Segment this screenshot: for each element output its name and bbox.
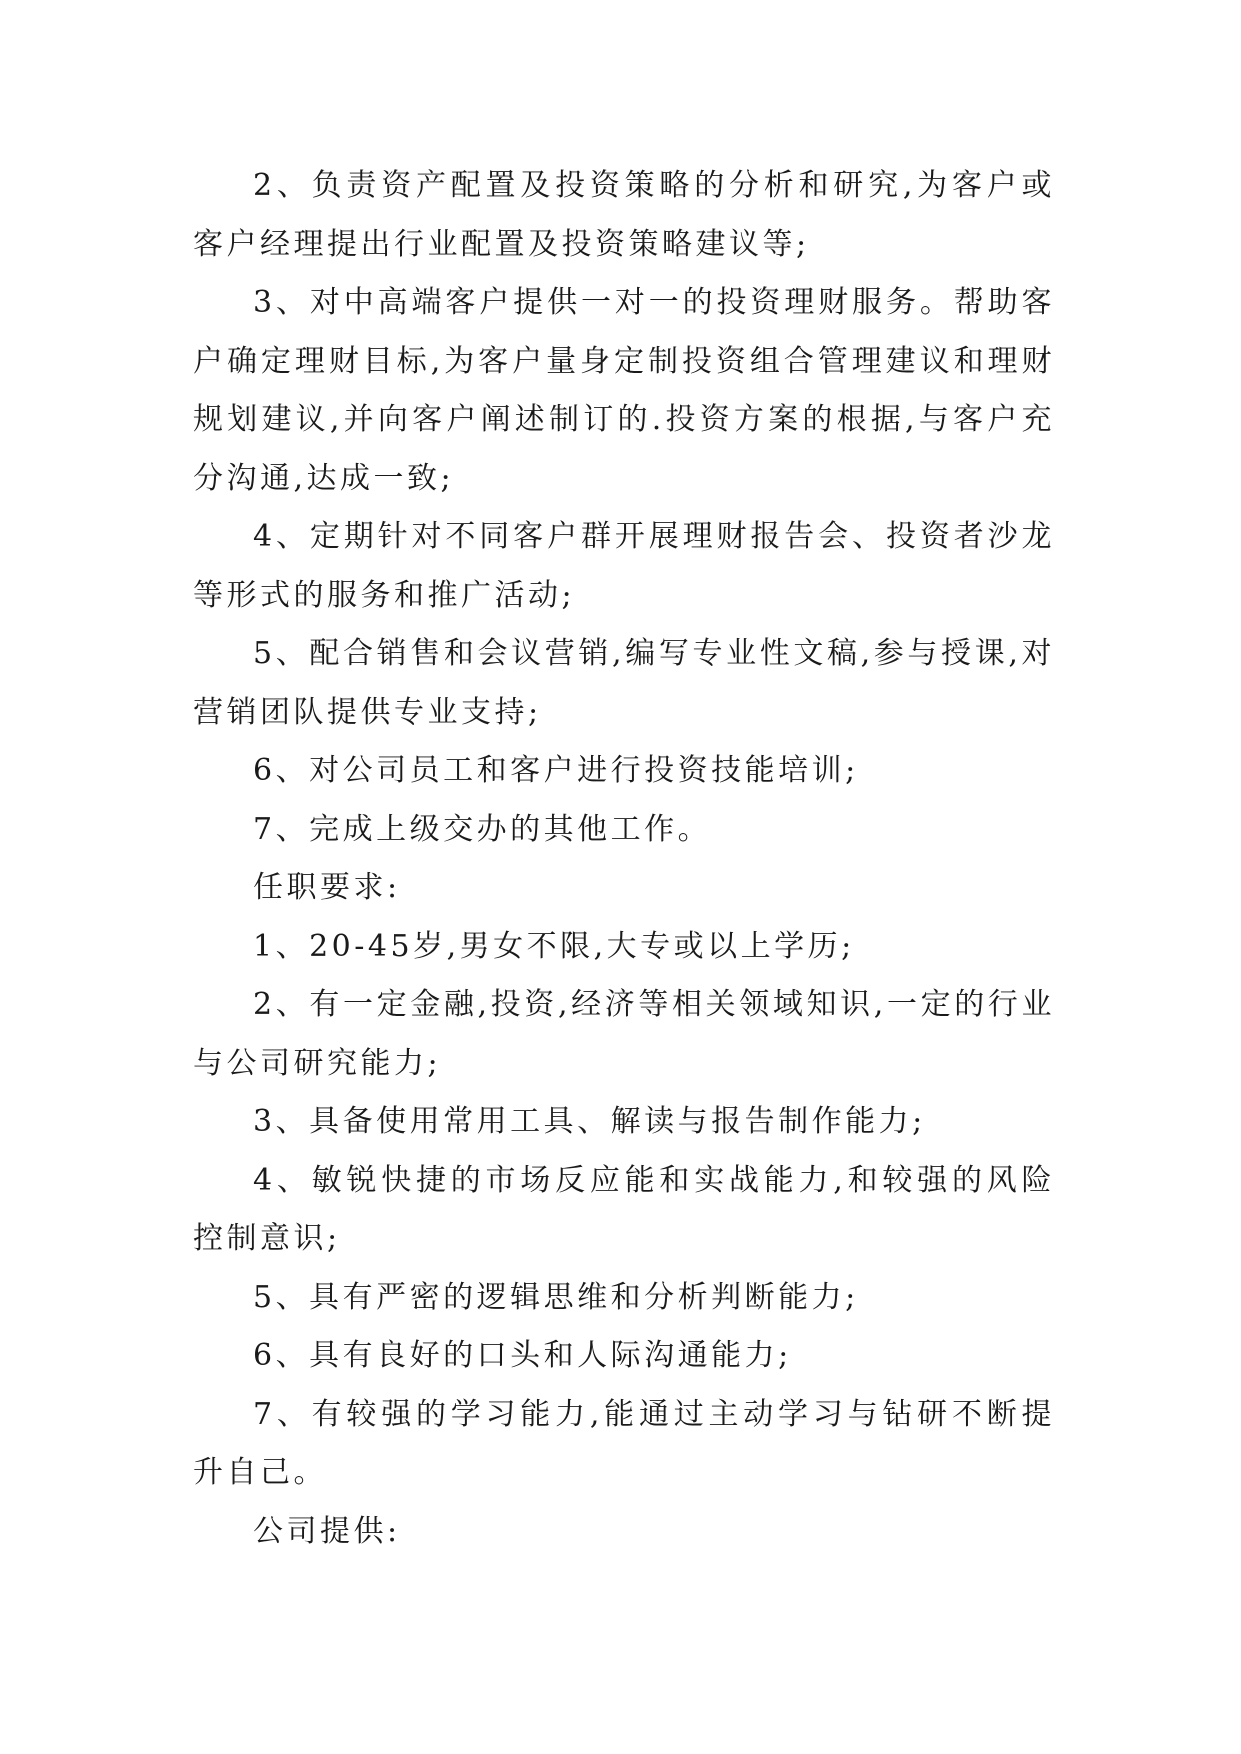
document-page	[193, 157, 1055, 1561]
paragraph-requirement-1: 1、20-45岁,男女不限,大专或以上学历;	[253, 928, 855, 964]
paragraph-requirement-4: 4、敏锐快捷的市场反应能和实战能力,和较强的风险控制意识;	[193, 1162, 1055, 1256]
paragraph-duty-3: 3、对中高端客户提供一对一的投资理财服务。帮助客户确定理财目标,为客户量身定制投资组合管理建议和理财规划建议,并向客户阐述制订的.投资方案的根据,与客户充分沟通,达成一致;	[193, 285, 1055, 496]
paragraph-requirement-7: 7、有较强的学习能力,能通过主动学习与钻研不断提升自己。	[193, 1396, 1055, 1490]
paragraph-duty-5: 5、配合销售和会议营销,编写专业性文稿,参与授课,对营销团队提供专业支持;	[193, 636, 1055, 730]
paragraph-duty-7: 7、完成上级交办的其他工作。	[253, 811, 712, 847]
paragraph-requirement-2: 2、有一定金融,投资,经济等相关领域知识,一定的行业与公司研究能力;	[193, 987, 1055, 1081]
section-heading-requirements: 任职要求:	[253, 870, 401, 905]
paragraph-duty-4: 4、定期针对不同客户群开展理财报告会、投资者沙龙等形式的服务和推广活动;	[193, 519, 1055, 613]
section-heading-company-offers: 公司提供:	[253, 1513, 401, 1549]
paragraph-duty-2: 2、负责资产配置及投资策略的分析和研究,为客户或客户经理提出行业配置及投资策略建议等;	[193, 168, 1055, 262]
paragraph-requirement-5: 5、具有严密的逻辑思维和分析判断能力;	[253, 1279, 859, 1315]
paragraph-duty-6: 6、对公司员工和客户进行投资技能培训;	[253, 753, 859, 788]
paragraph-requirement-6: 6、具有良好的口头和人际沟通能力;	[253, 1338, 792, 1373]
paragraph-requirement-3: 3、具备使用常用工具、解读与报告制作能力;	[253, 1104, 926, 1139]
